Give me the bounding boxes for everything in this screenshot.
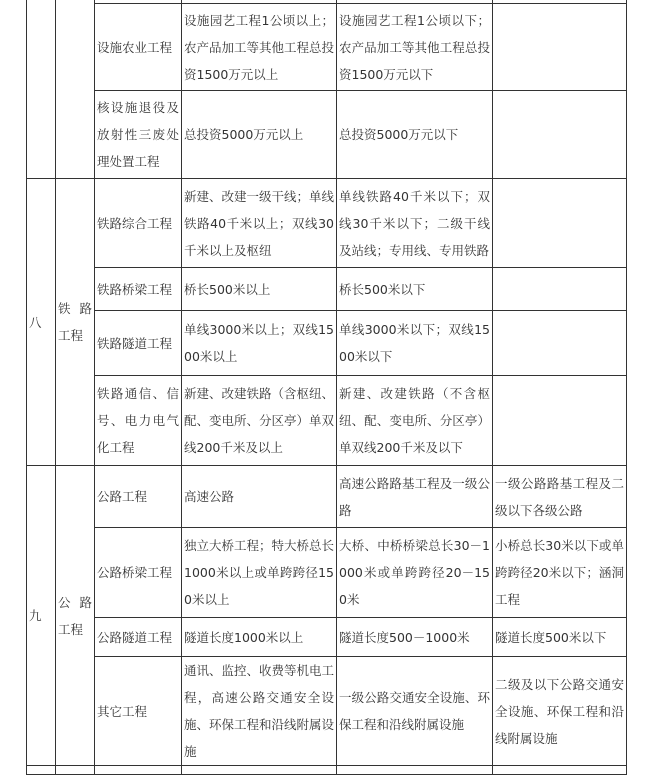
grade2-cell: 桥长500米以下	[337, 268, 493, 311]
subtype-cell: 铁路通信、信号、电力电气化工程	[95, 376, 182, 466]
grade3-cell: 一级公路路基工程及二级以下各级公路	[493, 466, 627, 528]
grade2-cell: 一级公路交通安全设施、环保工程和沿线附属设施	[337, 657, 493, 766]
category-cell-railway: 铁路工程	[56, 179, 95, 466]
grade3-cell	[493, 311, 627, 376]
category-cell-highway: 公路工程	[56, 466, 95, 766]
grade3-cell: 隧道长度500米以下	[493, 618, 627, 657]
grade2-cell: 高速公路路基工程及一级公路	[337, 466, 493, 528]
qualification-grade-table	[26, 0, 627, 775]
subtype-cell: 公路隧道工程	[95, 618, 182, 657]
grade3-cell	[493, 4, 627, 91]
table-row	[27, 311, 627, 376]
cell-sliver	[27, 766, 56, 775]
grade1-cell: 高速公路	[182, 466, 337, 528]
cell-sliver	[493, 766, 627, 775]
table-row	[27, 179, 627, 268]
table-row	[27, 528, 627, 618]
subtype-cell: 设施农业工程	[95, 4, 182, 91]
grade1-cell: 独立大桥工程；特大桥总长1000米以上或单跨跨径150米以上	[182, 528, 337, 618]
grade3-cell	[493, 268, 627, 311]
grade1-cell: 单线3000米以上；双线1500米以上	[182, 311, 337, 376]
grade3-cell	[493, 179, 627, 268]
grade1-cell: 隧道长度1000米以上	[182, 618, 337, 657]
cell-sliver	[95, 766, 182, 775]
grade3-cell	[493, 376, 627, 466]
grade2-cell: 大桥、中桥桥梁总长30－1000米或单跨跨径20－150米	[337, 528, 493, 618]
grade1-cell: 新建、改建一级干线；单线铁路40千米以上；双线30千米以上及枢纽	[182, 179, 337, 268]
grade1-cell: 通讯、监控、收费等机电工程，高速公路交通安全设施、环保工程和沿线附属设施	[182, 657, 337, 766]
grade2-cell: 单线铁路40千米以下；双线30千米以下；二级干线及站线；专用线、专用铁路	[337, 179, 493, 268]
grade2-cell: 隧道长度500－1000米	[337, 618, 493, 657]
subtype-cell: 其它工程	[95, 657, 182, 766]
grade1-cell: 设施园艺工程1公顷以上；农产品加工等其他工程总投资1500万元以上	[182, 4, 337, 91]
grade2-cell: 新建、改建铁路（不含枢纽、配、变电所、分区亭）单双线200千米及以下	[337, 376, 493, 466]
grade1-cell: 总投资5000万元以上	[182, 91, 337, 179]
subtype-cell: 铁路桥梁工程	[95, 268, 182, 311]
category-cell-top	[56, 0, 95, 179]
table-row	[27, 376, 627, 466]
cell-sliver	[56, 766, 95, 775]
table-row	[27, 91, 627, 179]
serial-cell-8: 八	[27, 179, 56, 466]
subtype-cell: 公路桥梁工程	[95, 528, 182, 618]
grade2-cell: 设施园艺工程1公顷以下；农产品加工等其他工程总投资1500万元以下	[337, 4, 493, 91]
grade3-cell	[493, 91, 627, 179]
grade3-cell: 二级及以下公路交通安全设施、环保工程和沿线附属设施	[493, 657, 627, 766]
grade1-cell: 新建、改建铁路（含枢纽、配、变电所、分区亭）单双线200千米及以上	[182, 376, 337, 466]
table-row	[27, 466, 627, 528]
table-row	[27, 268, 627, 311]
cell-sliver	[182, 766, 337, 775]
grade2-cell: 总投资5000万元以下	[337, 91, 493, 179]
cell-sliver	[337, 766, 493, 775]
table-row	[27, 657, 627, 766]
table-row	[27, 618, 627, 657]
subtype-cell: 公路工程	[95, 466, 182, 528]
subtype-cell: 铁路综合工程	[95, 179, 182, 268]
grade1-cell: 桥长500米以上	[182, 268, 337, 311]
subtype-cell: 核设施退役及放射性三废处理处置工程	[95, 91, 182, 179]
serial-cell-top	[27, 0, 56, 179]
grade3-cell: 小桥总长30米以下或单跨跨径20米以下；涵洞工程	[493, 528, 627, 618]
serial-cell-9: 九	[27, 466, 56, 766]
table-row	[27, 4, 627, 91]
grade2-cell: 单线3000米以下；双线1500米以下	[337, 311, 493, 376]
table-row	[27, 766, 627, 775]
subtype-cell: 铁路隧道工程	[95, 311, 182, 376]
